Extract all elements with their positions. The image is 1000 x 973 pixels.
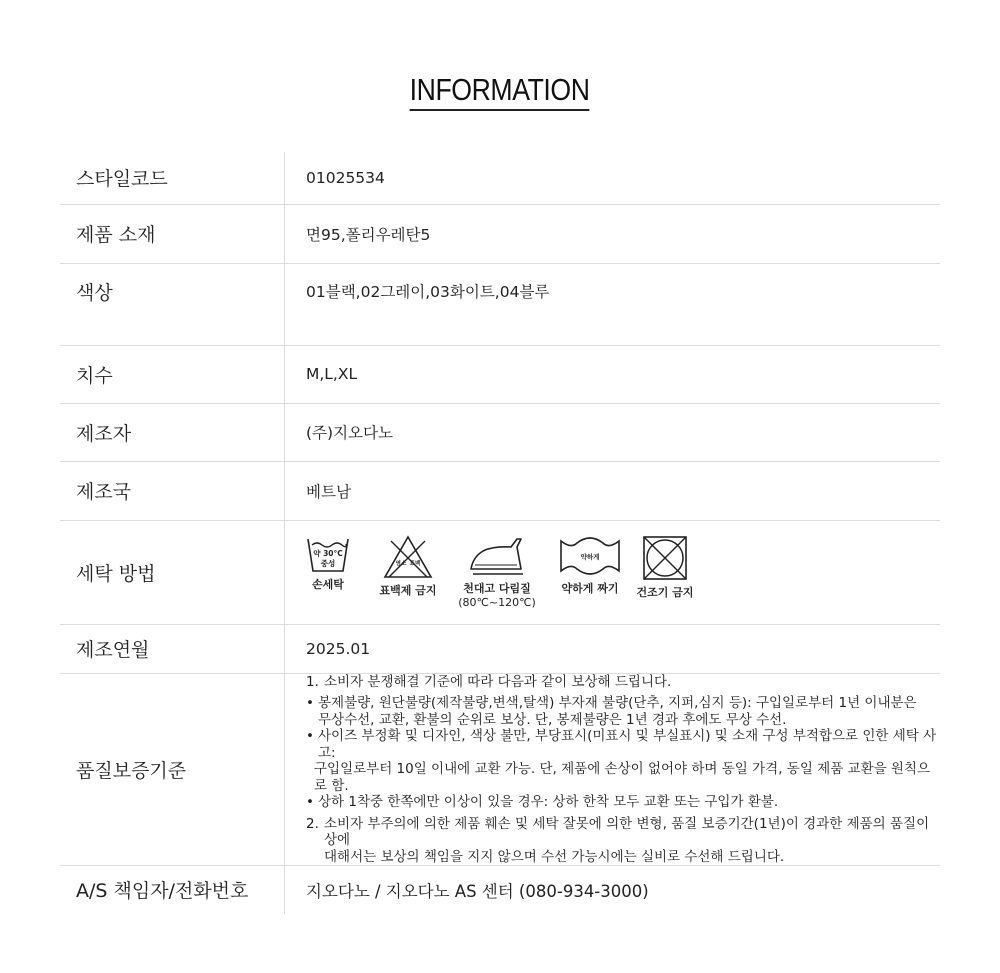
no-tumble-dry-label: 건조기 금지 bbox=[636, 585, 694, 599]
care-hand-wash bbox=[296, 535, 360, 592]
product-info-table bbox=[60, 152, 940, 914]
quality-bullet-3 bbox=[306, 794, 940, 811]
gentle-wring-label: 약하게 짜기 bbox=[561, 581, 619, 595]
iron-label: 천대고 다림질 bbox=[463, 581, 531, 595]
care-no-tumble-dry bbox=[630, 535, 700, 600]
value-quality bbox=[285, 673, 941, 866]
quality-item-1-text: 소비자 분쟁해결 기준에 따라 다음과 같이 보상해 드립니다. bbox=[324, 673, 672, 690]
label-size: 치수 bbox=[60, 345, 285, 403]
iron-icon bbox=[467, 535, 527, 577]
bullet-3: • bbox=[306, 794, 314, 810]
row-material bbox=[60, 204, 940, 263]
label-date: 제조연월 bbox=[60, 624, 285, 673]
hand-wash-label: 손세탁 bbox=[312, 577, 344, 591]
quality-list bbox=[306, 674, 940, 866]
no-bleach-label: 표백제 금지 bbox=[379, 583, 437, 597]
label-country: 제조국 bbox=[60, 461, 285, 520]
quality-num-2: 2. bbox=[306, 815, 319, 832]
value-material: 면95,폴리우레탄5 bbox=[306, 225, 431, 244]
value-washing bbox=[285, 520, 941, 624]
page-title bbox=[0, 72, 1000, 111]
value-size: M,L,XL bbox=[306, 365, 358, 383]
bullet-2: • bbox=[306, 728, 314, 744]
quality-bullet-1-line-1: 봉제불량, 원단불량(제작불량,변색,탈색) 부자재 불량(단추, 지퍼,심지 등): 구입일로부터 1년 이내분은 bbox=[318, 695, 917, 711]
no-bleach-icon bbox=[383, 535, 433, 579]
value-color: 01블랙,02그레이,03화이트,04블루 bbox=[306, 282, 550, 301]
value-date: 2025.01 bbox=[306, 639, 371, 658]
care-icons bbox=[306, 535, 940, 610]
quality-bullet-2 bbox=[306, 728, 940, 794]
hand-wash-symbol-line1: 약 30°C bbox=[313, 548, 343, 558]
care-no-bleach bbox=[368, 535, 448, 598]
quality-num-1: 1. bbox=[306, 673, 319, 690]
label-material: 제품 소재 bbox=[60, 204, 285, 263]
no-bleach-symbol-line1: 염소 bbox=[395, 560, 407, 567]
quality-bullet-2-line-2: 구입일로부터 10일 이내에 교환 가능. 단, 제품에 손상이 없어야 하며 동일 가격, 동일 제품 교환을 원칙으로 함. bbox=[314, 761, 931, 794]
quality-bullet-1-line-2: 무상수선, 교환, 환불의 순위로 보상. 단, 봉제불량은 1년 경과 후에도 무상 수선. bbox=[318, 711, 787, 728]
gentle-wring-icon bbox=[559, 535, 621, 577]
no-bleach-symbol-line2: 표백 bbox=[409, 560, 421, 567]
value-manufacturer: (주)지오다노 bbox=[306, 424, 393, 442]
bullet-1: • bbox=[306, 695, 314, 711]
care-iron bbox=[456, 535, 538, 610]
iron-sublabel: (80℃~120℃) bbox=[458, 595, 536, 609]
quality-item-2 bbox=[306, 816, 940, 866]
care-gentle-wring bbox=[550, 535, 630, 596]
no-tumble-dry-icon bbox=[642, 535, 688, 581]
quality-item-2-line-1: 소비자 부주의에 의한 제품 훼손 및 세탁 잘못에 의한 변형, 품질 보증기간(1년)이 경과한 제품의 품질이상에 bbox=[324, 815, 930, 848]
row-color bbox=[60, 263, 940, 345]
quality-bullet-1 bbox=[306, 695, 940, 728]
row-quality bbox=[60, 673, 940, 866]
label-manufacturer: 제조자 bbox=[60, 403, 285, 461]
label-as: A/S 책임자/전화번호 bbox=[60, 866, 285, 914]
quality-bullet-2-line-1: 사이즈 부정확 및 디자인, 색상 불만, 부당표시(미표시 및 부실표시) 및 소재 구성 부적합으로 인한 세탁 사고: bbox=[318, 728, 937, 761]
value-style-code: 01025534 bbox=[306, 168, 385, 187]
row-country bbox=[60, 461, 940, 520]
label-style-code: 스타일코드 bbox=[60, 152, 285, 204]
quality-item-2-line-2: 대해서는 보상의 책임을 지지 않으며 수선 가능시에는 실비로 수선해 드립니다. bbox=[324, 848, 785, 865]
page-title-text: INFORMATION bbox=[410, 72, 590, 111]
label-washing: 세탁 방법 bbox=[60, 520, 285, 624]
value-as: 지오다노 / 지오다노 AS 센터 (080-934-3000) bbox=[306, 881, 649, 901]
gentle-wring-symbol: 약하게 bbox=[580, 552, 600, 561]
label-color: 색상 bbox=[60, 263, 285, 345]
label-quality: 품질보증기준 bbox=[60, 673, 285, 866]
hand-wash-icon bbox=[306, 535, 350, 573]
quality-item-1 bbox=[306, 674, 940, 691]
row-washing bbox=[60, 520, 940, 624]
row-style-code bbox=[60, 152, 940, 204]
row-manufacturer bbox=[60, 403, 940, 461]
row-size bbox=[60, 345, 940, 403]
row-date bbox=[60, 624, 940, 673]
value-country: 베트남 bbox=[306, 482, 351, 501]
row-as bbox=[60, 866, 940, 914]
hand-wash-symbol-line2: 중성 bbox=[320, 558, 336, 568]
quality-bullet-3-line-1: 상하 1착중 한쪽에만 이상이 있을 경우: 상하 한착 모두 교환 또는 구입가 환불. bbox=[318, 794, 779, 810]
